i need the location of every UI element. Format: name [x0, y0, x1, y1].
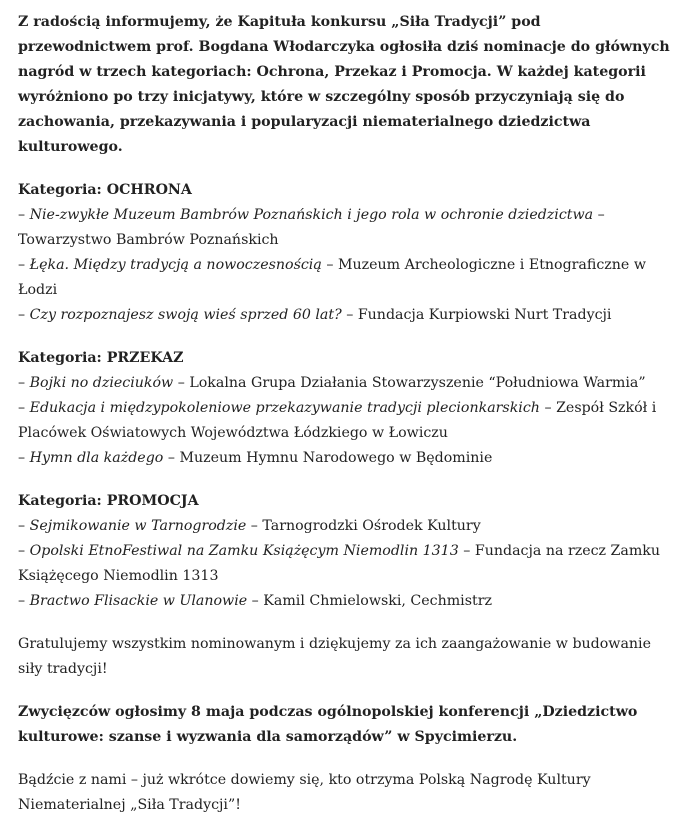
nomination-entry: – Łęka. Między tradycją a nowoczesnością – Muzeum Archeologiczne i Etnograficzne w Łodzi — [18, 257, 646, 298]
nomination-title: Bractwo Flisackie w Ulanowie — [29, 593, 248, 609]
nomination-title: Sejmikowanie w Tarnogrodzie — [29, 518, 247, 534]
nomination-entry: – Sejmikowanie w Tarnogrodzie – Tarnogrodzki Ośrodek Kultury — [18, 518, 481, 534]
nomination-entry: – Czy rozpoznajesz swoją wieś sprzed 60 lat? – Fundacja Kurpiowski Nurt Tradycji — [18, 307, 612, 323]
nomination-entry: – Nie-zwykłe Muzeum Bambrów Poznańskich i jego rola w ochronie dziedzictwa – Towarzystwo Bambrów Poznańskich — [18, 207, 605, 248]
category-promocja — [18, 489, 678, 614]
nomination-title: Bojki no dzieciuków — [29, 375, 174, 391]
closing-paragraph: Bądźcie z nami – już wkrótce dowiemy się, kto otrzyma Polską Nagrodę Kultury Niematerialnej „Siła Tradycji”! — [18, 772, 591, 813]
category-title: Kategoria: OCHRONA — [18, 182, 192, 198]
nomination-entry: – Edukacja i międzypokoleniowe przekazywanie tradycji plecionkarskich – Zespół Szkół i Placówek Oświatowych Województwa Łódzkiego w Łowiczu — [18, 400, 657, 441]
nomination-organization: Towarzystwo Bambrów Poznańskich — [18, 232, 279, 248]
nomination-organization: Fundacja na rzecz Zamku Książęcego Niemodlin 1313 — [18, 543, 661, 584]
nomination-organization: Kamil Chmielowski, Cechmistrz — [263, 593, 492, 609]
nomination-entry: – Bractwo Flisackie w Ulanowie – Kamil Chmielowski, Cechmistrz — [18, 593, 492, 609]
category-title: Kategoria: PROMOCJA — [18, 493, 199, 509]
nomination-organization: Muzeum Hymnu Narodowego w Będominie — [179, 450, 493, 466]
nomination-organization: Muzeum Archeologiczne i Etnograficzne w Łodzi — [18, 257, 646, 298]
congrats-paragraph: Gratulujemy wszystkim nominowanym i dziękujemy za ich zaangażowanie w budowanie siły tradycji! — [18, 636, 651, 677]
category-ochrona — [18, 178, 678, 328]
nomination-organization: Tarnogrodzki Ośrodek Kultury — [262, 518, 481, 534]
nomination-organization: Lokalna Grupa Działania Stowarzyszenie “Południowa Warmia” — [189, 375, 646, 391]
nomination-organization: Fundacja Kurpiowski Nurt Tradycji — [357, 307, 612, 323]
nomination-title: Nie-zwykłe Muzeum Bambrów Poznańskich i jego rola w ochronie dziedzictwa — [29, 207, 594, 223]
nomination-title: Opolski EtnoFestiwal na Zamku Książęcym Niemodlin 1313 — [29, 543, 459, 559]
nomination-entry: – Hymn dla każdego – Muzeum Hymnu Narodowego w Będominie — [18, 450, 493, 466]
winners-announcement: Zwycięzców ogłosimy 8 maja podczas ogólnopolskiej konferencji „Dziedzictwo kulturowe: szanse i wyzwania dla samorządów” w Spycimierzu. — [18, 704, 638, 745]
nomination-entry: – Bojki no dzieciuków – Lokalna Grupa Działania Stowarzyszenie “Południowa Warmia” — [18, 375, 646, 391]
intro-paragraph: Z radością informujemy, że Kapituła konkursu „Siła Tradycji” pod przewodnictwem prof. Bogdana Włodarczyka ogłosiła dziś nominacje do głównych nagród w trzech kategoriach: Ochrona, Przekaz i Promocja. W każdej kategorii wyróżniono po trzy inicjatywy, które w szczególny sposób przyczyniają się do zachowania, przekazywania i popularyzacji niematerialnego dziedzictwa kulturowego. — [18, 14, 670, 155]
nomination-title: Edukacja i międzypokoleniowe przekazywanie tradycji plecionkarskich — [29, 400, 540, 416]
nomination-title: Hymn dla każdego — [29, 450, 164, 466]
nomination-organization: Zespół Szkół i Placówek Oświatowych Województwa Łódzkiego w Łowiczu — [18, 400, 657, 441]
nomination-title: Czy rozpoznajesz swoją wieś sprzed 60 lat? — [29, 307, 342, 323]
nomination-title: Łęka. Między tradycją a nowoczesnością — [29, 257, 322, 273]
category-title: Kategoria: PRZEKAZ — [18, 350, 184, 366]
category-przekaz — [18, 346, 678, 471]
nomination-entry: – Opolski EtnoFestiwal na Zamku Książęcym Niemodlin 1313 – Fundacja na rzecz Zamku Książęcego Niemodlin 1313 — [18, 543, 661, 584]
